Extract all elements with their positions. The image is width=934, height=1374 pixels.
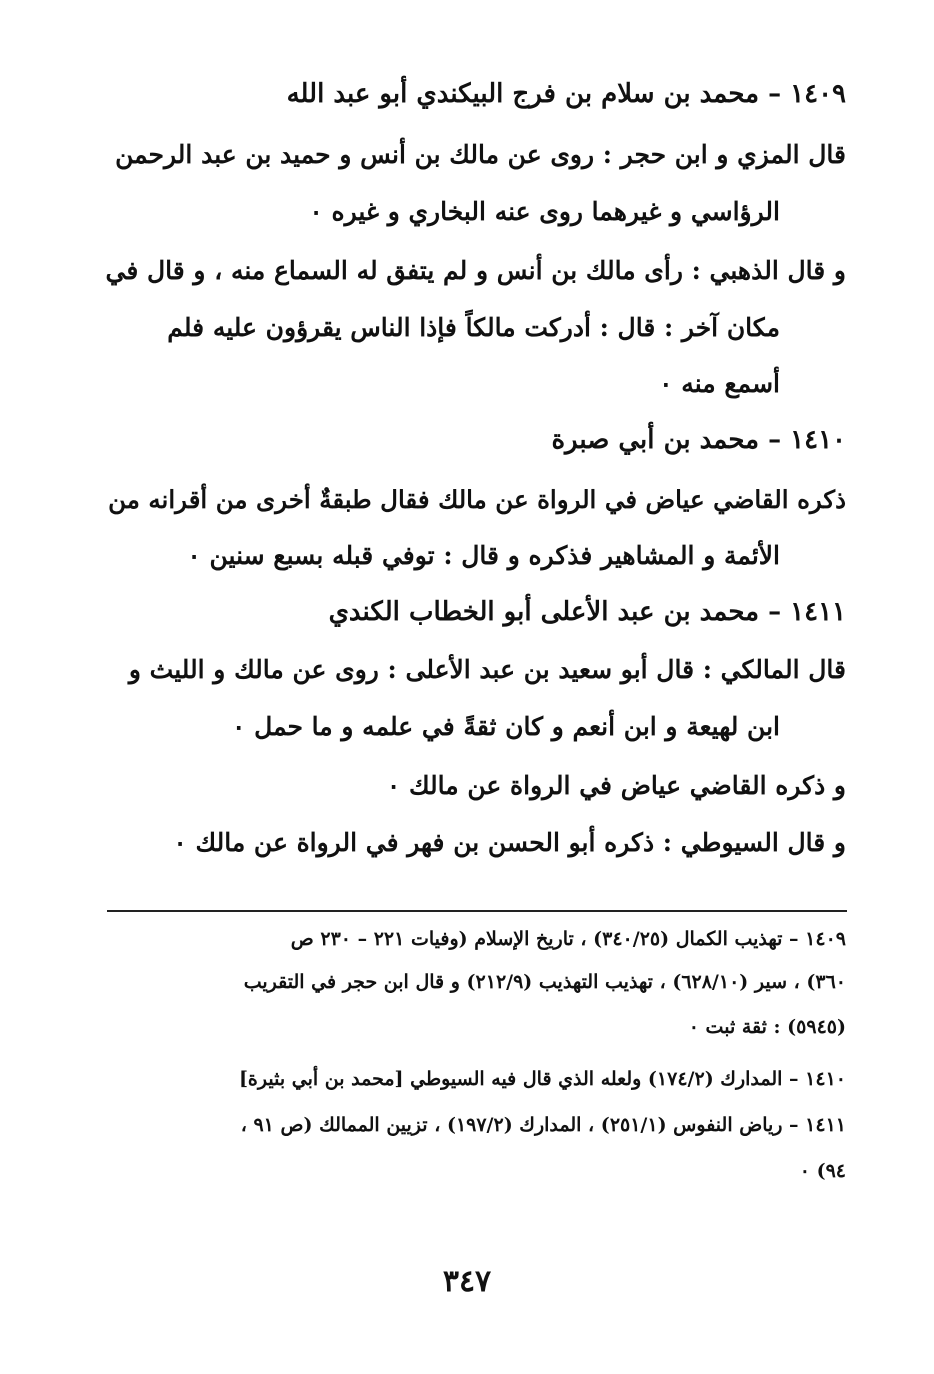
page-number: ٣٤٧ — [442, 1264, 492, 1299]
entry-heading-1410: ١٤١٠ – محمد بن أبي صبرة — [551, 425, 846, 455]
body-line: أسمع منه ٠ — [659, 369, 780, 398]
entry-heading-1411: ١٤١١ – محمد بن عبد الأعلى أبو الخطاب الكندي — [328, 597, 846, 627]
body-line: و قال الذهبي : رأى مالك بن أنس و لم يتفق له السماع منه ، و قال في — [105, 256, 846, 285]
body-line: و قال السيوطي : ذكره أبو الحسن بن فهر في الرواة عن مالك ٠ — [173, 828, 846, 857]
footnote-line: ١٤١١ – رياض النفوس (٢٥١/١) ، المدارك (١٩٧/٢) ، تزيين الممالك (ص ٩١ ، — [240, 1114, 846, 1136]
footnote-divider — [107, 910, 847, 912]
entry-heading-1409: ١٤٠٩ – محمد بن سلام بن فرج البيكندي أبو عبد الله — [286, 79, 846, 109]
body-line: مكان آخر : قال : أدركت مالكاً فإذا الناس يقرؤون عليه فلم — [167, 313, 780, 342]
body-line: الأئمة و المشاهير فذكره و قال : توفي قبله بسبع سنين ٠ — [187, 541, 780, 570]
body-line: قال المالكي : قال أبو سعيد بن عبد الأعلى : روى عن مالك و الليث و — [128, 655, 846, 684]
body-line: ابن لهيعة و ابن أنعم و كان ثقةً في علمه و ما حمل ٠ — [232, 712, 780, 741]
footnote-line: ١٤١٠ – المدارك (١٧٤/٢) ولعله الذي قال فيه السيوطي [محمد بن أبي بثيرة] — [238, 1068, 846, 1090]
footnote-line: ٩٤) ٠ — [799, 1160, 846, 1182]
body-line: قال المزي و ابن حجر : روى عن مالك بن أنس و حميد بن عبد الرحمن — [115, 140, 846, 169]
body-line: الرؤاسي و غيرهما روى عنه البخاري و غيره ٠ — [309, 197, 780, 226]
footnote-line: ٣٦٠) ، سير (٦٢٨/١٠) ، تهذيب التهذيب (٢١٢/٩) و قال ابن حجر في التقريب — [243, 971, 846, 993]
footnote-line: ١٤٠٩ – تهذيب الكمال (٣٤٠/٢٥) ، تاريخ الإسلام (وفيات ٢٢١ – ٢٣٠ ص — [290, 928, 846, 950]
footnote-line: (٥٩٤٥) : ثقة ثبت ٠ — [688, 1016, 846, 1038]
body-line: و ذكره القاضي عياض في الرواة عن مالك ٠ — [386, 771, 846, 800]
body-line: ذكره القاضي عياض في الرواة عن مالك فقال طبقةٌ أخرى من أقرانه من — [108, 485, 846, 514]
